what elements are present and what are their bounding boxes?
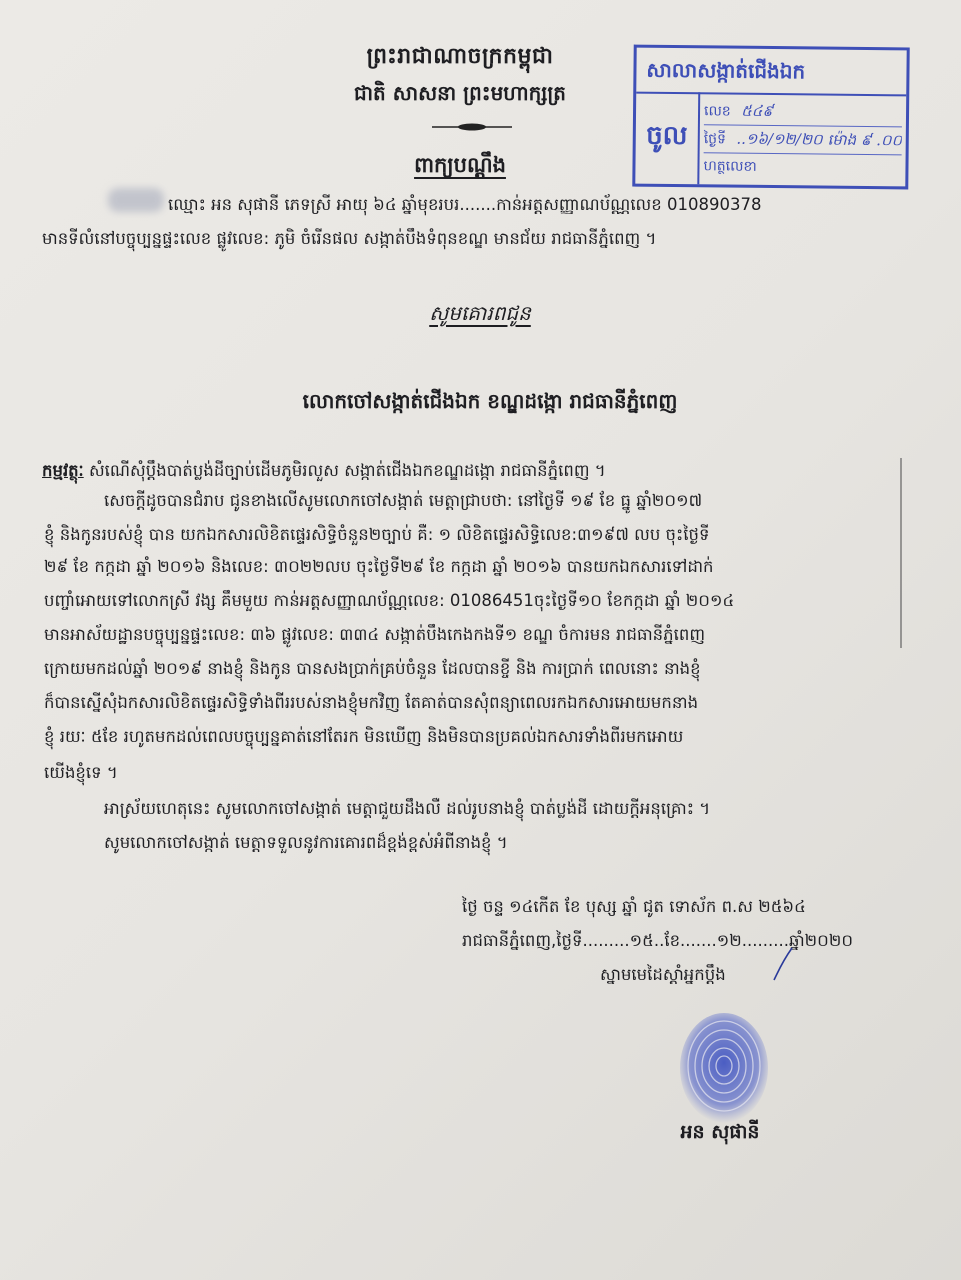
date-day: ១៥ [629,931,654,950]
body-line: បញ្ចាំអោយទៅលោកស្រី វង្ស គឹមមួយ កាន់អត្តសញ្ញាណប័ណ្ណលេខ: 01086451ចុះថ្ងៃទី១០ ខែកក្កដា ឆ្នាំ ២០១៤ [44,591,735,610]
thumbprint-label: ស្នាមមេដៃស្តាំអ្នកប្តឹង [600,965,726,984]
subject-text: សំណើសុំប្តឹងបាត់ប្លង់ដីច្បាប់ដើមភូមិរលួស សង្កាត់ជើងឯកខណ្ឌដង្កោ រាជធានីភ្នំពេញ ។ [83,461,606,480]
margin-mark [900,458,902,648]
body-line: ខ្ញុំ រយៈ ៥ខែ រហូតមកដល់ពេលបច្ចុប្បន្នគាត់នៅតែរក មិនឃើញ និងមិនបានប្រគល់ឯកសារទាំងពីរមកអោយ [44,727,684,746]
stamp-number-value: ៥៤៩ [741,101,774,121]
stamp-date-value: ..១៦/១២/២០ ម៉ោង ៩ .០០ [736,129,902,150]
stamp-office: សាលាសង្កាត់ជើងឯក [636,48,906,97]
handwritten-tick [770,946,796,984]
subject-label: កម្មវត្ថុៈ [42,461,84,480]
body-line: ខ្ញុំ និងកូនរបស់ខ្ញុំ បាន យកឯកសារលិខិតផ្ទេរសិទ្ធិចំនួន២ច្បាប់ គឺ: ១ លិខិតផ្ទេរសិទ្ធិលេខ:៣១៩៧ លប ចុះថ្ងៃទី [44,525,710,544]
body-line: ២៩ ខែ កក្កដា ឆ្នាំ ២០១៦ និងលេខ: ៣០២២លប ចុះថ្ងៃទី២៩ ខែ កក្កដា ឆ្នាំ ២០១៦ បានយកឯកសារទៅដាក់ [44,557,714,576]
received-stamp [632,45,909,190]
stamp-date-row [704,124,902,155]
body-line: អាស្រ័យហេតុនេះ សូមលោកចៅសង្កាត់ មេត្តាជួយដឹងលឺ ដល់រូបនាងខ្ញុំ បាត់ប្លង់ដី ដោយក្តីអនុគ្រោះ ។ [104,799,711,818]
ornament-divider [432,122,512,132]
date-month: ១២ [716,931,742,950]
respect-heading: សូមគោរពជូន [429,301,531,325]
body-line: មានអាស័យដ្ឋានបច្ចុប្បន្នផ្ទះលេខ: ៣៦ ផ្លូវលេខ: ៣៣៤ សង្កាត់បឹងកេងកងទី១ ខណ្ឌ ចំការមន រាជធានីភ្នំពេញ [44,625,706,644]
recipient-heading: លោកចៅសង្កាត់ជើងឯក ខណ្ឌដង្កោ រាជធានីភ្នំពេញ [302,389,678,413]
body-line: ក៏បានស្នើសុំឯកសារលិខិតផ្ទេរសិទ្ធិទាំងពីររបស់នាងខ្ញុំមកវិញ តែគាត់បានសុំពន្យាពេលរកឯកសារអោយមកនាង [44,693,699,712]
stamp-number-row [704,96,902,127]
month-prefix: ..ខែ....... [653,931,717,950]
document-title: ពាក្យបណ្តឹង [414,153,506,177]
body-line: សូមលោកចៅសង្កាត់ មេត្តាទទួលនូវការគោរពដ៏ខ្ពង់ខ្ពស់អំពីនាងខ្ញុំ ។ [104,833,508,852]
kingdom-heading: ព្រះរាជាណាចក្រកម្ពុជា [366,44,554,69]
thumbprint-icon [670,1008,778,1128]
lunar-date: ថ្ងៃ ចន្ទ ១៤កើត ខែ បុស្ស ឆ្នាំ ជូត ទោស័ក ព.ស ២៥៦៤ [462,897,806,916]
stamp-signature-label: ហត្ថលេខា [703,158,757,175]
body-line: ក្រោយមកដល់ឆ្នាំ ២០១៩ នាងខ្ញុំ និងកូន បានសងប្រាក់គ្រប់ចំនួន ដែលបានខ្ចី និង ការប្រាក់ ពេលនោះ នាងខ្ញុំ [44,659,701,678]
stamp-date-label: ថ្ងៃទី [703,131,727,148]
redacted-blur [108,188,164,212]
national-motto: ជាតិ សាសនា ព្រះមហាក្សត្រ [354,81,566,105]
place-prefix: រាជធានីភ្នំពេញ,ថ្ងៃទី......... [462,931,630,950]
body-line: យើងខ្ញុំទេ ។ [44,763,118,782]
body-line: សេចក្តីដូចបានជំរាប ជូនខាងលើសូមលោកចៅសង្កាត់ មេត្តាជ្រាបថា: នៅថ្ងៃទី ១៩ ខែ ធ្នូ ឆ្នាំ២០១៧ [104,491,703,510]
complainant-line-2: មានទីលំនៅបច្ចុប្បន្នផ្ទះលេខ ផ្លូវលេខ: ភូមិ ចំរើនផល សង្កាត់បឹងទំពុនខណ្ឌ មានជ័យ រាជធានីភ្នំពេញ ។ [42,229,657,248]
complainant-line-1: ឈ្មោះ អន សុផានី ភេទស្រី អាយុ ៦៤ ឆ្នាំមុខរបរ.......កាន់អត្តសញ្ញាណប័ណ្ណលេខ 010890378 [168,195,762,214]
year-suffix: .........ឆ្នាំ២០២០ [741,931,854,950]
subject-line [42,460,606,482]
stamp-received-label: ចូល [635,92,700,185]
signatory-name: អន សុផានី [680,1121,760,1143]
stamp-signature-row [703,152,901,182]
stamp-number-label: លេខ [703,103,731,120]
